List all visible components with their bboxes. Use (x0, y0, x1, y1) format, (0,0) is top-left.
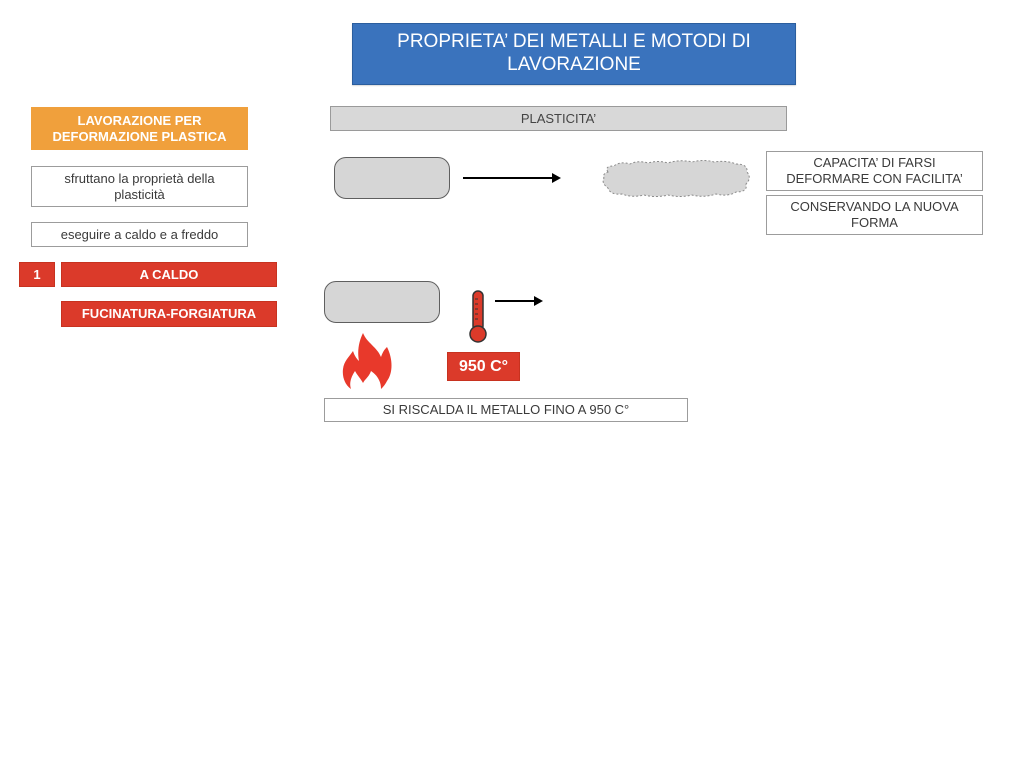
definition-box-1: CAPACITA’ DI FARSI DEFORMARE CON FACILITA’ (766, 151, 983, 191)
deformation-arrow (463, 177, 553, 179)
definition-box-2: CONSERVANDO LA NUOVA FORMA (766, 195, 983, 235)
metal-block-heated (324, 281, 440, 323)
thermometer-icon (466, 289, 490, 345)
category-label: LAVORAZIONE PER DEFORMAZIONE PLASTICA (31, 107, 248, 150)
description-box: sfruttano la proprietà della plasticità (31, 166, 248, 207)
heating-caption: SI RISCALDA IL METALLO FINO A 950 C° (324, 398, 688, 422)
page-title: PROPRIETA’ DEI METALLI E MOTODI DI LAVORAZIONE (352, 23, 796, 85)
step-label: A CALDO (61, 262, 277, 287)
plasticity-header: PLASTICITA’ (330, 106, 787, 131)
temperature-badge: 950 C° (447, 352, 520, 381)
modes-box: eseguire a caldo e a freddo (31, 222, 248, 247)
flame-icon (341, 331, 393, 391)
metal-block-original (334, 157, 450, 199)
process-label: FUCINATURA-FORGIATURA (61, 301, 277, 327)
step-number-badge: 1 (19, 262, 55, 287)
heating-arrow (495, 300, 535, 302)
deformed-metal-cloud (600, 158, 752, 202)
